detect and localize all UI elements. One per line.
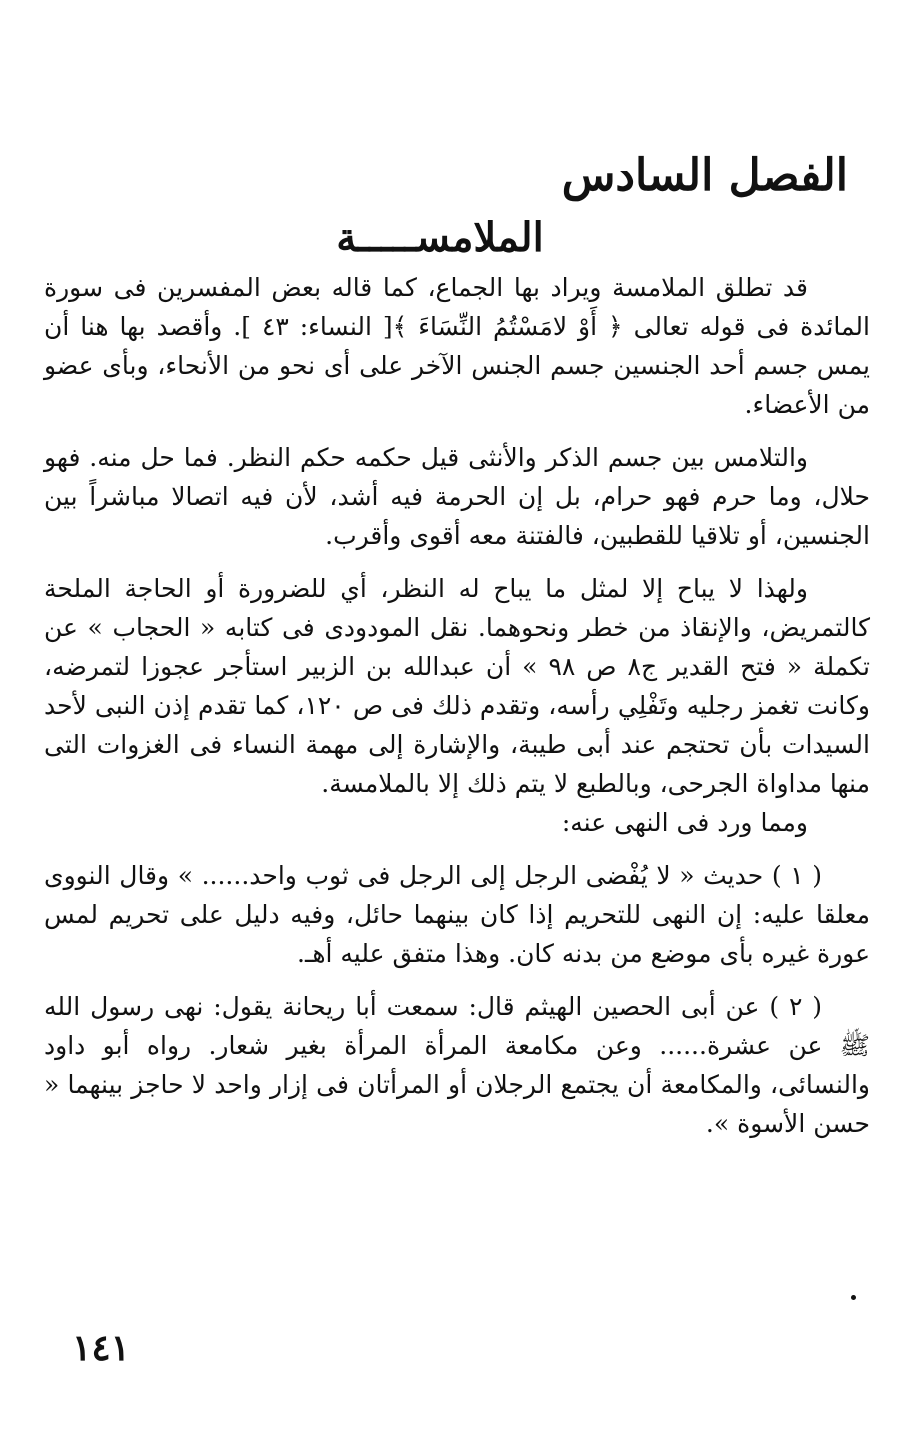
paragraph-definition: قد تطلق الملامسة ويراد بها الجماع، كما قاله بعض المفسرين فى سورة المائدة فى قوله تعالى ﴿ أَوْ لامَسْتُمُ النِّسَاءَ ﴾[ النساء: ٤٣ ]. وأقصد بها هنا أن يمس جسم أحد الجنسين جسم الجنس الآخر على أى نحو من الأنحاء، وبأى عضو من الأعضاء. (44, 273, 870, 419)
paragraph-hadith-1: ( ١ ) حديث « لا يُفْضى الرجل إلى الرجل فى ثوب واحد...... » وقال النووى معلقا عليه: إن النهى للتحريم إذا كان بينهما حائل، وفيه دليل على تحريم لمس عورة غيره بأى موضع من بدنه كان. وهذا متفق عليه أهـ. (44, 861, 870, 968)
page-number: ١٤١ (72, 1327, 131, 1369)
chapter-title: الفصل السادس (561, 150, 848, 201)
paragraph-hadith-2: ( ٢ ) عن أبى الحصين الهيثم قال: سمعت أبا ريحانة يقول: نهى رسول الله ﷺ عن عشرة...... وعن مكامعة المرأة المرأة بغير شعار. رواه أبو داود والنسائى، والمكامعة أن يجتمع الرجلان أو المرأتان فى إزار واحد لا حاجز بينهما « حسن الأسوة ». (44, 992, 870, 1138)
paragraph-ruling: والتلامس بين جسم الذكر والأنثى قيل حكمه حكم النظر. فما حل منه. فهو حلال، وما حرم فهو حرام، بل إن الحرمة فيه أشد، لأن فيه اتصالا مباشراً بين الجنسين، أو تلاقيا للقطبين، فالفتنة معه أقوى وأقرب. (44, 443, 870, 550)
section-title: الملامســـــة (336, 214, 544, 261)
paragraph-prohibition-intro: ومما ورد فى النهى عنه: (561, 808, 808, 837)
paragraph-exceptions: ولهذا لا يباح إلا لمثل ما يباح له النظر، أي للضرورة أو الحاجة الملحة كالتمريض، والإنقاذ من خطر ونحوهما. نقل المودودى فى كتابه « الحجاب » عن تكملة « فتح القدير ج٨ ص ٩٨ » أن عبدالله بن الزبير استأجر عجوزا لتمرضه، وكانت تغمز رجليه وتَفْلِي رأسه، وتقدم ذلك فى ص ١٢٠، كما تقدم إذن النبى لأحد السيدات بأن تحتجم عند أبى طيبة، والإشارة إلى مهمة النساء فى الغزوات التى منها مداواة الجرحى، وبالطبع لا يتم ذلك إلا بالملامسة. (44, 574, 870, 798)
ink-dot (851, 1295, 856, 1300)
body-text (44, 268, 870, 1143)
